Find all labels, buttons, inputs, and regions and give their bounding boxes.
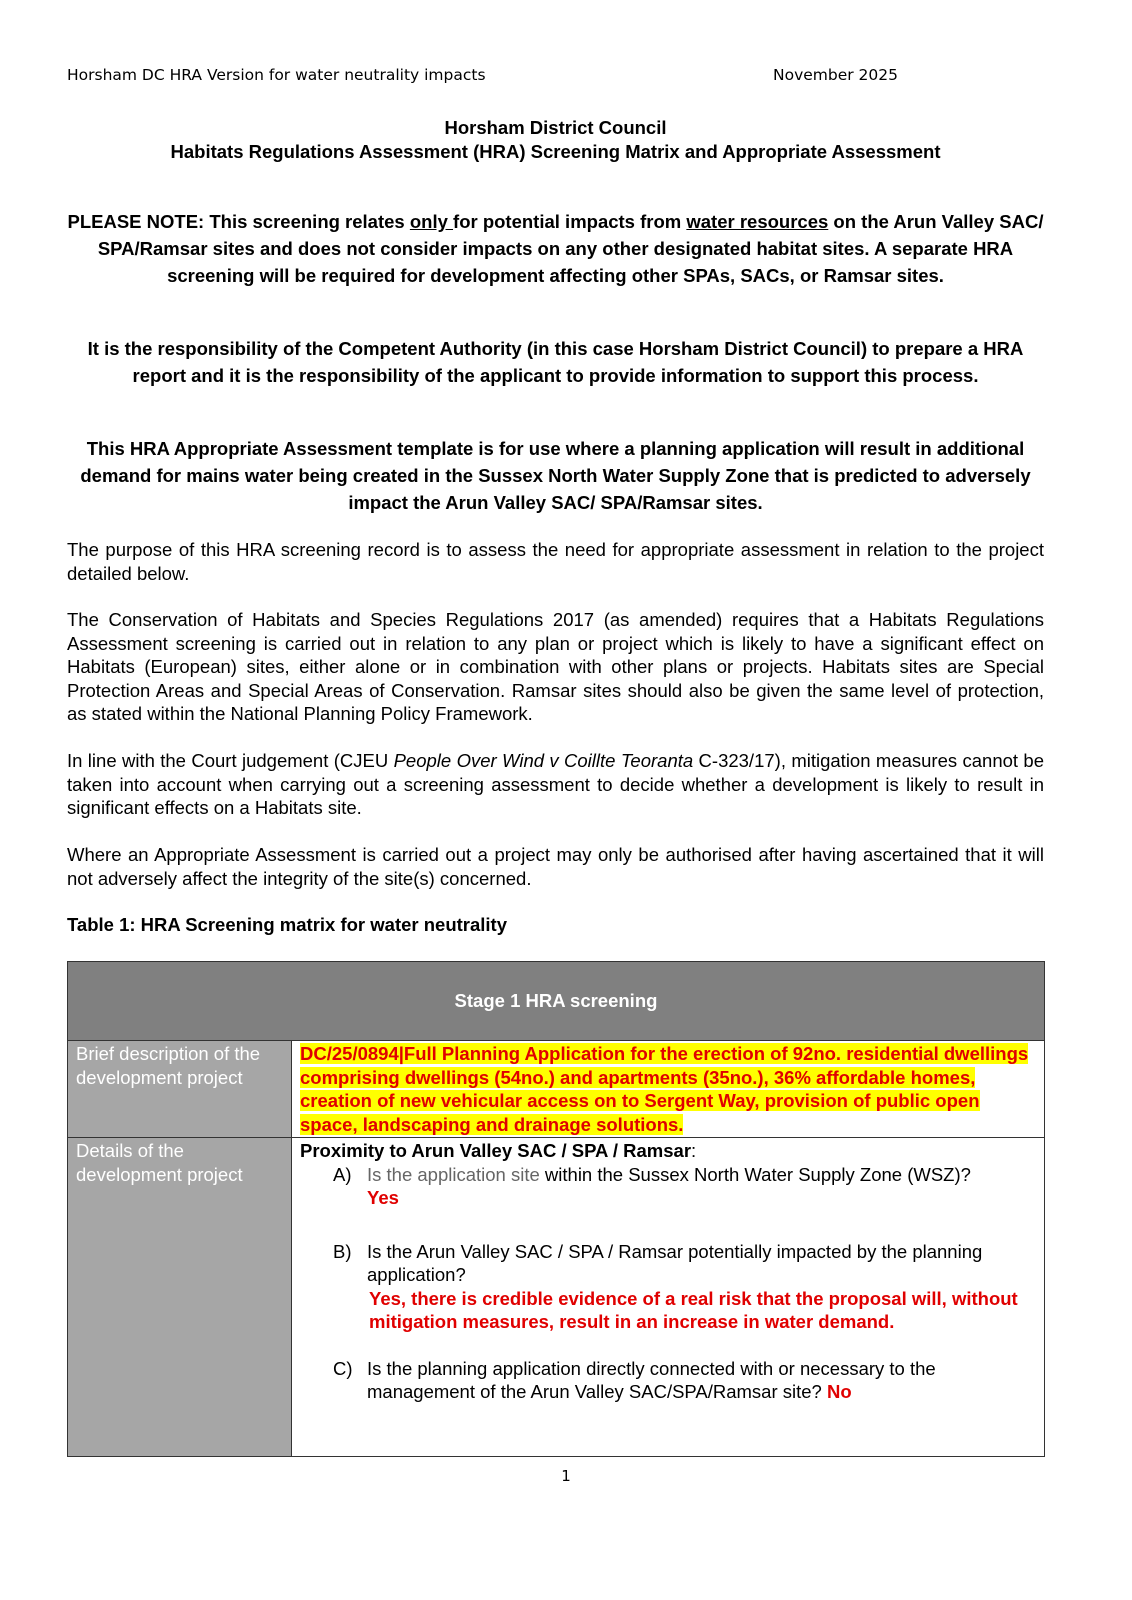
- question-c: C) Is the planning application directly connected with or necessary to the management of the Arun Valley SAC/SPA/Ramsar site? No: [333, 1357, 936, 1402]
- question-a: A) Is the application site within the Sussex North Water Supply Zone (WSZ)? Yes: [333, 1163, 971, 1208]
- page-number: 1: [561, 1467, 571, 1485]
- court-judgement-paragraph: In line with the Court judgement (CJEU People Over Wind v Coillte Teoranta C-323/17), mitigation measures cannot be taken into account when carrying out a screening assessment to decide whether a development is likely to result in significant effects on a Habitats site.: [67, 750, 1044, 818]
- responsibility-note: It is the responsibility of the Competent Authority (in this case Horsham District Council) to prepare a HRA report and it is the responsibility of the applicant to provide information to support this process.: [87, 338, 1024, 386]
- document-title: [67, 116, 1044, 164]
- appropriate-assessment-paragraph: Where an Appropriate Assessment is carried out a project may only be authorised after having ascertained that it will not adversely affect the integrity of the site(s) concerned.: [67, 844, 1044, 889]
- screening-matrix-table: [67, 961, 1045, 1457]
- table-header: Stage 1 HRA screening: [68, 962, 1045, 1041]
- row-label-details: Details of the development project: [68, 1138, 292, 1457]
- table-caption: Table 1: HRA Screening matrix for water neutrality: [67, 914, 507, 935]
- row-value-details: Proximity to Arun Valley SAC / SPA / Ramsar: A) Is the application site within the Sussex North Water Supply Zone (WSZ)? Yes B) Is the Arun Valley SAC / SPA / Ramsar potentially impacted by the planning application? Yes, there is credible evidence of a real risk that the proposal will, without mitigation measures, result in an increase in water demand. C) Is the planning application directly connected with or necessary to the management of the Arun Valley SAC/SPA/Ramsar site? No: [292, 1138, 1045, 1457]
- purpose-paragraph: The purpose of this HRA screening record is to assess the need for appropriate assessment in relation to the project detailed below.: [67, 539, 1044, 584]
- question-b: B) Is the Arun Valley SAC / SPA / Ramsar potentially impacted by the planning application? Yes, there is credible evidence of a real risk that the proposal will, without mitigation measures, result in an increase in water demand.: [333, 1240, 1036, 1334]
- title-line1: Horsham District Council: [444, 117, 667, 138]
- template-note: This HRA Appropriate Assessment template is for use where a planning application will result in additional demand for mains water being created in the Sussex North Water Supply Zone that is predicted to adversely impact the Arun Valley SAC/ SPA/Ramsar sites.: [80, 438, 1031, 513]
- regulations-paragraph: The Conservation of Habitats and Species Regulations 2017 (as amended) requires that a Habitats Regulations Assessment screening is carried out in relation to any plan or project which is likely to have a significant effect on Habitats (European) sites, either alone or in combination with other plans or projects. Habitats sites are Special Protection Areas and Special Areas of Conservation. Ramsar sites should also be given the same level of protection, as stated within the National Planning Policy Framework.: [67, 609, 1044, 724]
- please-note: PLEASE NOTE: This screening relates only for potential impacts from water resources on the Arun Valley SAC/ SPA/Ramsar sites and does not consider impacts on any other designated habitat sites. A separate HRA screening will be required for development affecting other SPAs, SACs, or Ramsar sites.: [67, 211, 1044, 286]
- row-value-description: DC/25/0894|Full Planning Application for the erection of 92no. residential dwellings comprising dwellings (54no.) and apartments (35no.), 36% affordable homes, creation of new vehicular access on to Sergent Way, provision of public open space, landscaping and drainage solutions.: [292, 1041, 1045, 1138]
- title-line2: Habitats Regulations Assessment (HRA) Screening Matrix and Appropriate Assessment: [170, 141, 941, 162]
- answer-a: Yes: [367, 1187, 399, 1208]
- row-label-description: Brief description of the development project: [68, 1041, 292, 1138]
- header-date: November 2025: [773, 66, 899, 84]
- answer-b: Yes, there is credible evidence of a real risk that the proposal will, without mitigation measures, result in an increase in water demand.: [369, 1287, 1018, 1332]
- answer-c: No: [826, 1381, 852, 1402]
- header-left: Horsham DC HRA Version for water neutrality impacts: [67, 66, 486, 84]
- proximity-heading: Proximity to Arun Valley SAC / SPA / Ramsar: [300, 1140, 692, 1161]
